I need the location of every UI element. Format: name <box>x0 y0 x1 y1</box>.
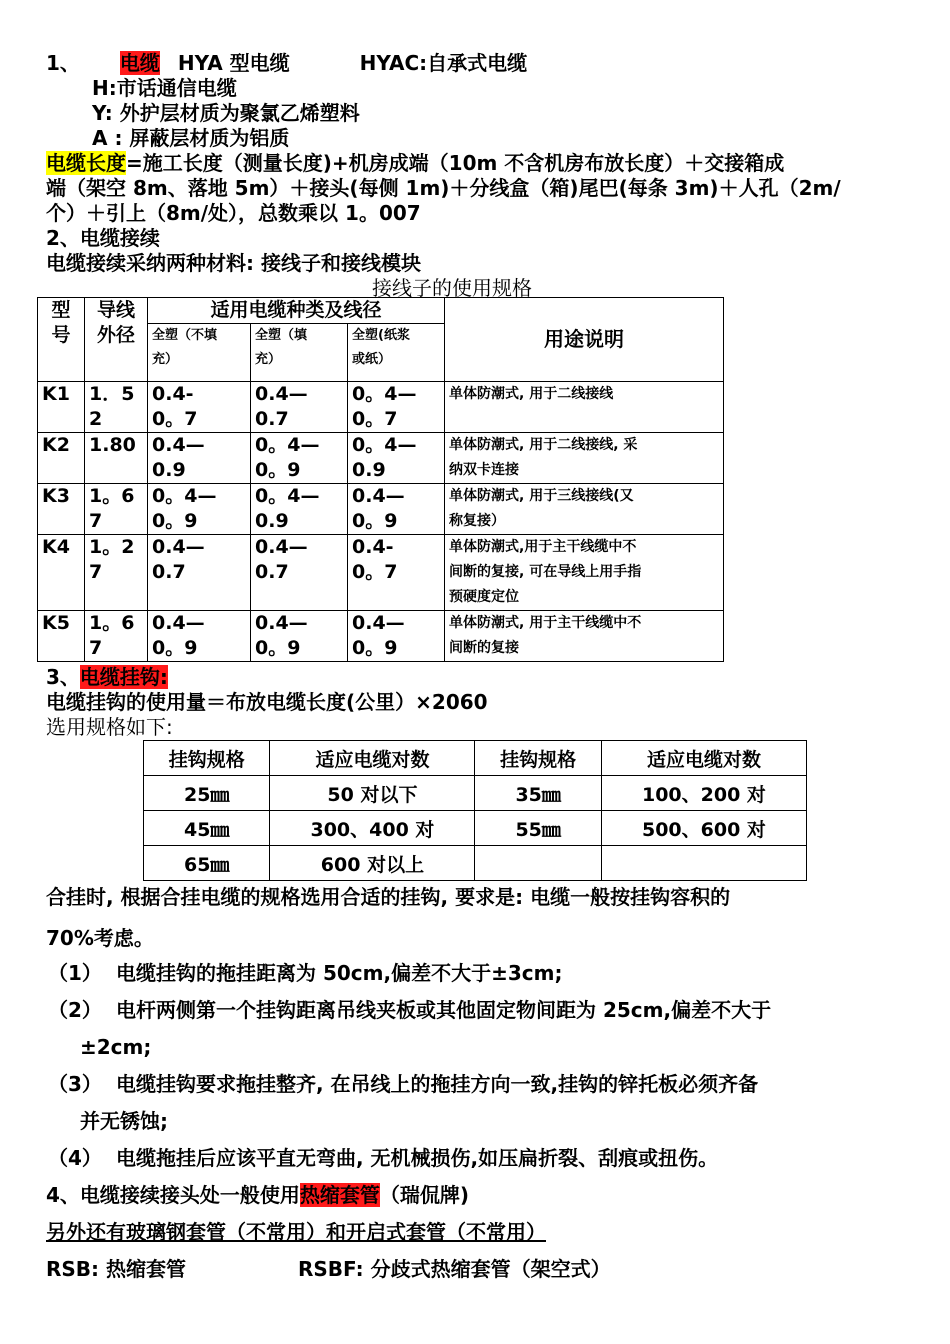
hook-cell: 600 对以上 <box>270 846 475 881</box>
table-row <box>144 846 807 881</box>
note-line2: 70%考虑。 <box>46 926 154 950</box>
cell-c1: 0。4— 0。9 <box>148 484 251 535</box>
a-definition: A : 屏蔽层材质为铝质 <box>92 126 290 150</box>
cell-dia: 1。6 7 <box>85 611 148 662</box>
cell-use: 单体防潮式, 用于主干线缆中不 间断的复接 <box>445 611 724 662</box>
cable-length-line3: 个）＋引上（8m/处），总数乘以 1。007 <box>46 201 421 225</box>
cell-c3: 0.4— 0。9 <box>348 484 445 535</box>
cell-c2: 0.4— 0.7 <box>251 535 348 611</box>
highlight-cable: 电缆 <box>119 51 160 75</box>
connector-spec-table <box>37 297 724 662</box>
item-1-text: 电缆挂钩的拖挂距离为 50cm,偏差不大于±3cm; <box>116 961 563 985</box>
hook-cell: 65㎜ <box>144 846 270 881</box>
hook-cell: 500、600 对 <box>601 811 806 846</box>
t2-header-1: 挂钩规格 <box>144 741 270 776</box>
h-definition: H:市话通信电缆 <box>92 76 237 100</box>
section-number: 1、 <box>46 51 80 75</box>
cell-type: K3 <box>38 484 85 535</box>
length-text-1: =施工长度（测量长度)+机房成端（10m 不含机房布放长度）＋交接箱成 <box>126 151 785 175</box>
other-sleeves: 另外还有玻璃钢套管（不常用）和开启式套管（不常用） <box>46 1220 546 1244</box>
table-row <box>38 535 724 611</box>
item-4-text: 电缆拖挂后应该平直无弯曲, 无机械损伤,如压扁折裂、刮痕或扭伤。 <box>116 1146 719 1170</box>
cell-use: 单体防潮式, 用于二线接线, 采 纳双卡连接 <box>445 433 724 484</box>
cell-use: 单体防潮式, 用于三线接线(又 称复接） <box>445 484 724 535</box>
table-row <box>144 811 807 846</box>
hook-cell <box>475 846 601 881</box>
item-4-num: （4） <box>48 1146 102 1170</box>
section3-title: 3、电缆挂钩: <box>46 665 168 689</box>
header-sub-2: 全塑（填 充） <box>251 324 348 382</box>
cell-c2: 0。4— 0。9 <box>251 433 348 484</box>
item-2-cont: ±2cm; <box>80 1035 152 1059</box>
header-sub-1: 全塑（不填 充） <box>148 324 251 382</box>
cable-length-line1 <box>46 150 784 176</box>
hook-spec-table <box>143 740 807 881</box>
hook-cell <box>601 846 806 881</box>
cell-c2: 0。4— 0.9 <box>251 484 348 535</box>
section1-heading <box>46 50 527 76</box>
table-row <box>38 382 724 433</box>
table1-caption: 接线子的使用规格 <box>372 276 532 300</box>
note-line1: 合挂时, 根据合挂电缆的规格选用合适的挂钩, 要求是: 电缆一般按挂钩容积的 <box>46 885 731 909</box>
cell-type: K2 <box>38 433 85 484</box>
cell-dia: 1.80 <box>85 433 148 484</box>
header-sub-3: 全塑(纸浆 或纸） <box>348 324 445 382</box>
item-2-text: 电杆两侧第一个挂钩距离吊线夹板或其他固定物间距为 25cm,偏差不大于 <box>116 998 772 1022</box>
table-row <box>38 484 724 535</box>
item-2-num: （2） <box>48 998 102 1022</box>
highlight-cable-length: 电缆长度 <box>46 151 126 175</box>
rsbf-label: RSBF: 分歧式热缩套管（架空式） <box>298 1257 611 1281</box>
t2-header-3: 挂钩规格 <box>475 741 601 776</box>
cell-c3: 0.4— 0。9 <box>348 611 445 662</box>
table-row <box>144 776 807 811</box>
cell-dia: 1。6 7 <box>85 484 148 535</box>
rsb-label: RSB: 热缩套管 <box>46 1257 187 1281</box>
y-definition: Y: 外护层材质为聚氯乙烯塑料 <box>92 101 360 125</box>
cable-length-line2: 端（架空 8m、落地 5m）＋接头(每侧 1m)＋分线盒（箱)尾巴(每条 3m)＋人孔（2m/ <box>46 176 841 200</box>
cell-c3: 0。4— 0。7 <box>348 382 445 433</box>
cell-dia: 1。2 7 <box>85 535 148 611</box>
header-cable-kinds: 适用电缆种类及线径 <box>148 298 445 324</box>
select-spec: 选用规格如下: <box>46 715 173 739</box>
cell-c2: 0.4— 0.7 <box>251 382 348 433</box>
hook-usage: 电缆挂钩的使用量＝布放电缆长度(公里）×2060 <box>46 690 488 714</box>
cell-c3: 0。4— 0.9 <box>348 433 445 484</box>
header-usage: 用途说明 <box>445 298 724 382</box>
cell-c1: 0.4— 0.9 <box>148 433 251 484</box>
hook-cell: 300、400 对 <box>270 811 475 846</box>
hook-cell: 25㎜ <box>144 776 270 811</box>
cell-use: 单体防潮式, 用于二线接线 <box>445 382 724 433</box>
header-type: 型 号 <box>38 298 85 382</box>
table-row <box>38 611 724 662</box>
cell-c1: 0.4— 0.7 <box>148 535 251 611</box>
hook-cell: 100、200 对 <box>601 776 806 811</box>
hya-label: HYA 型电缆 <box>177 51 290 75</box>
cell-c3: 0.4- 0。7 <box>348 535 445 611</box>
cell-type: K5 <box>38 611 85 662</box>
header-diameter: 导线 外径 <box>85 298 148 382</box>
cell-type: K4 <box>38 535 85 611</box>
highlight-heat-shrink: 热缩套管 <box>299 1183 380 1207</box>
item-3-cont: 并无锈蚀; <box>80 1109 168 1133</box>
item-3-num: （3） <box>48 1072 102 1096</box>
cell-use: 单体防潮式,用于主干线缆中不 间断的复接, 可在导线上用手指 预硬度定位 <box>445 535 724 611</box>
section2-title: 2、电缆接续 <box>46 226 160 250</box>
cell-c1: 0.4- 0。7 <box>148 382 251 433</box>
highlight-cable-hook: 电缆挂钩: <box>79 665 168 689</box>
table-row <box>38 433 724 484</box>
cell-c2: 0.4— 0。9 <box>251 611 348 662</box>
item-1-num: （1） <box>48 961 102 985</box>
hook-cell: 50 对以下 <box>270 776 475 811</box>
hook-cell: 35㎜ <box>475 776 601 811</box>
item-3-text: 电缆挂钩要求拖挂整齐, 在吊线上的拖挂方向一致,挂钩的锌托板必须齐备 <box>116 1072 759 1096</box>
cell-dia: 1．5 2 <box>85 382 148 433</box>
hook-cell: 45㎜ <box>144 811 270 846</box>
hook-cell: 55㎜ <box>475 811 601 846</box>
cell-type: K1 <box>38 382 85 433</box>
t2-header-4: 适应电缆对数 <box>601 741 806 776</box>
cell-c1: 0.4— 0。9 <box>148 611 251 662</box>
t2-header-2: 适应电缆对数 <box>270 741 475 776</box>
section2-intro: 电缆接续采纳两种材料: 接线子和接线模块 <box>46 251 421 275</box>
section4-title: 4、电缆接续接头处一般使用热缩套管（瑞侃牌) <box>46 1183 470 1207</box>
hyac-label: HYAC:自承式电缆 <box>359 51 528 75</box>
